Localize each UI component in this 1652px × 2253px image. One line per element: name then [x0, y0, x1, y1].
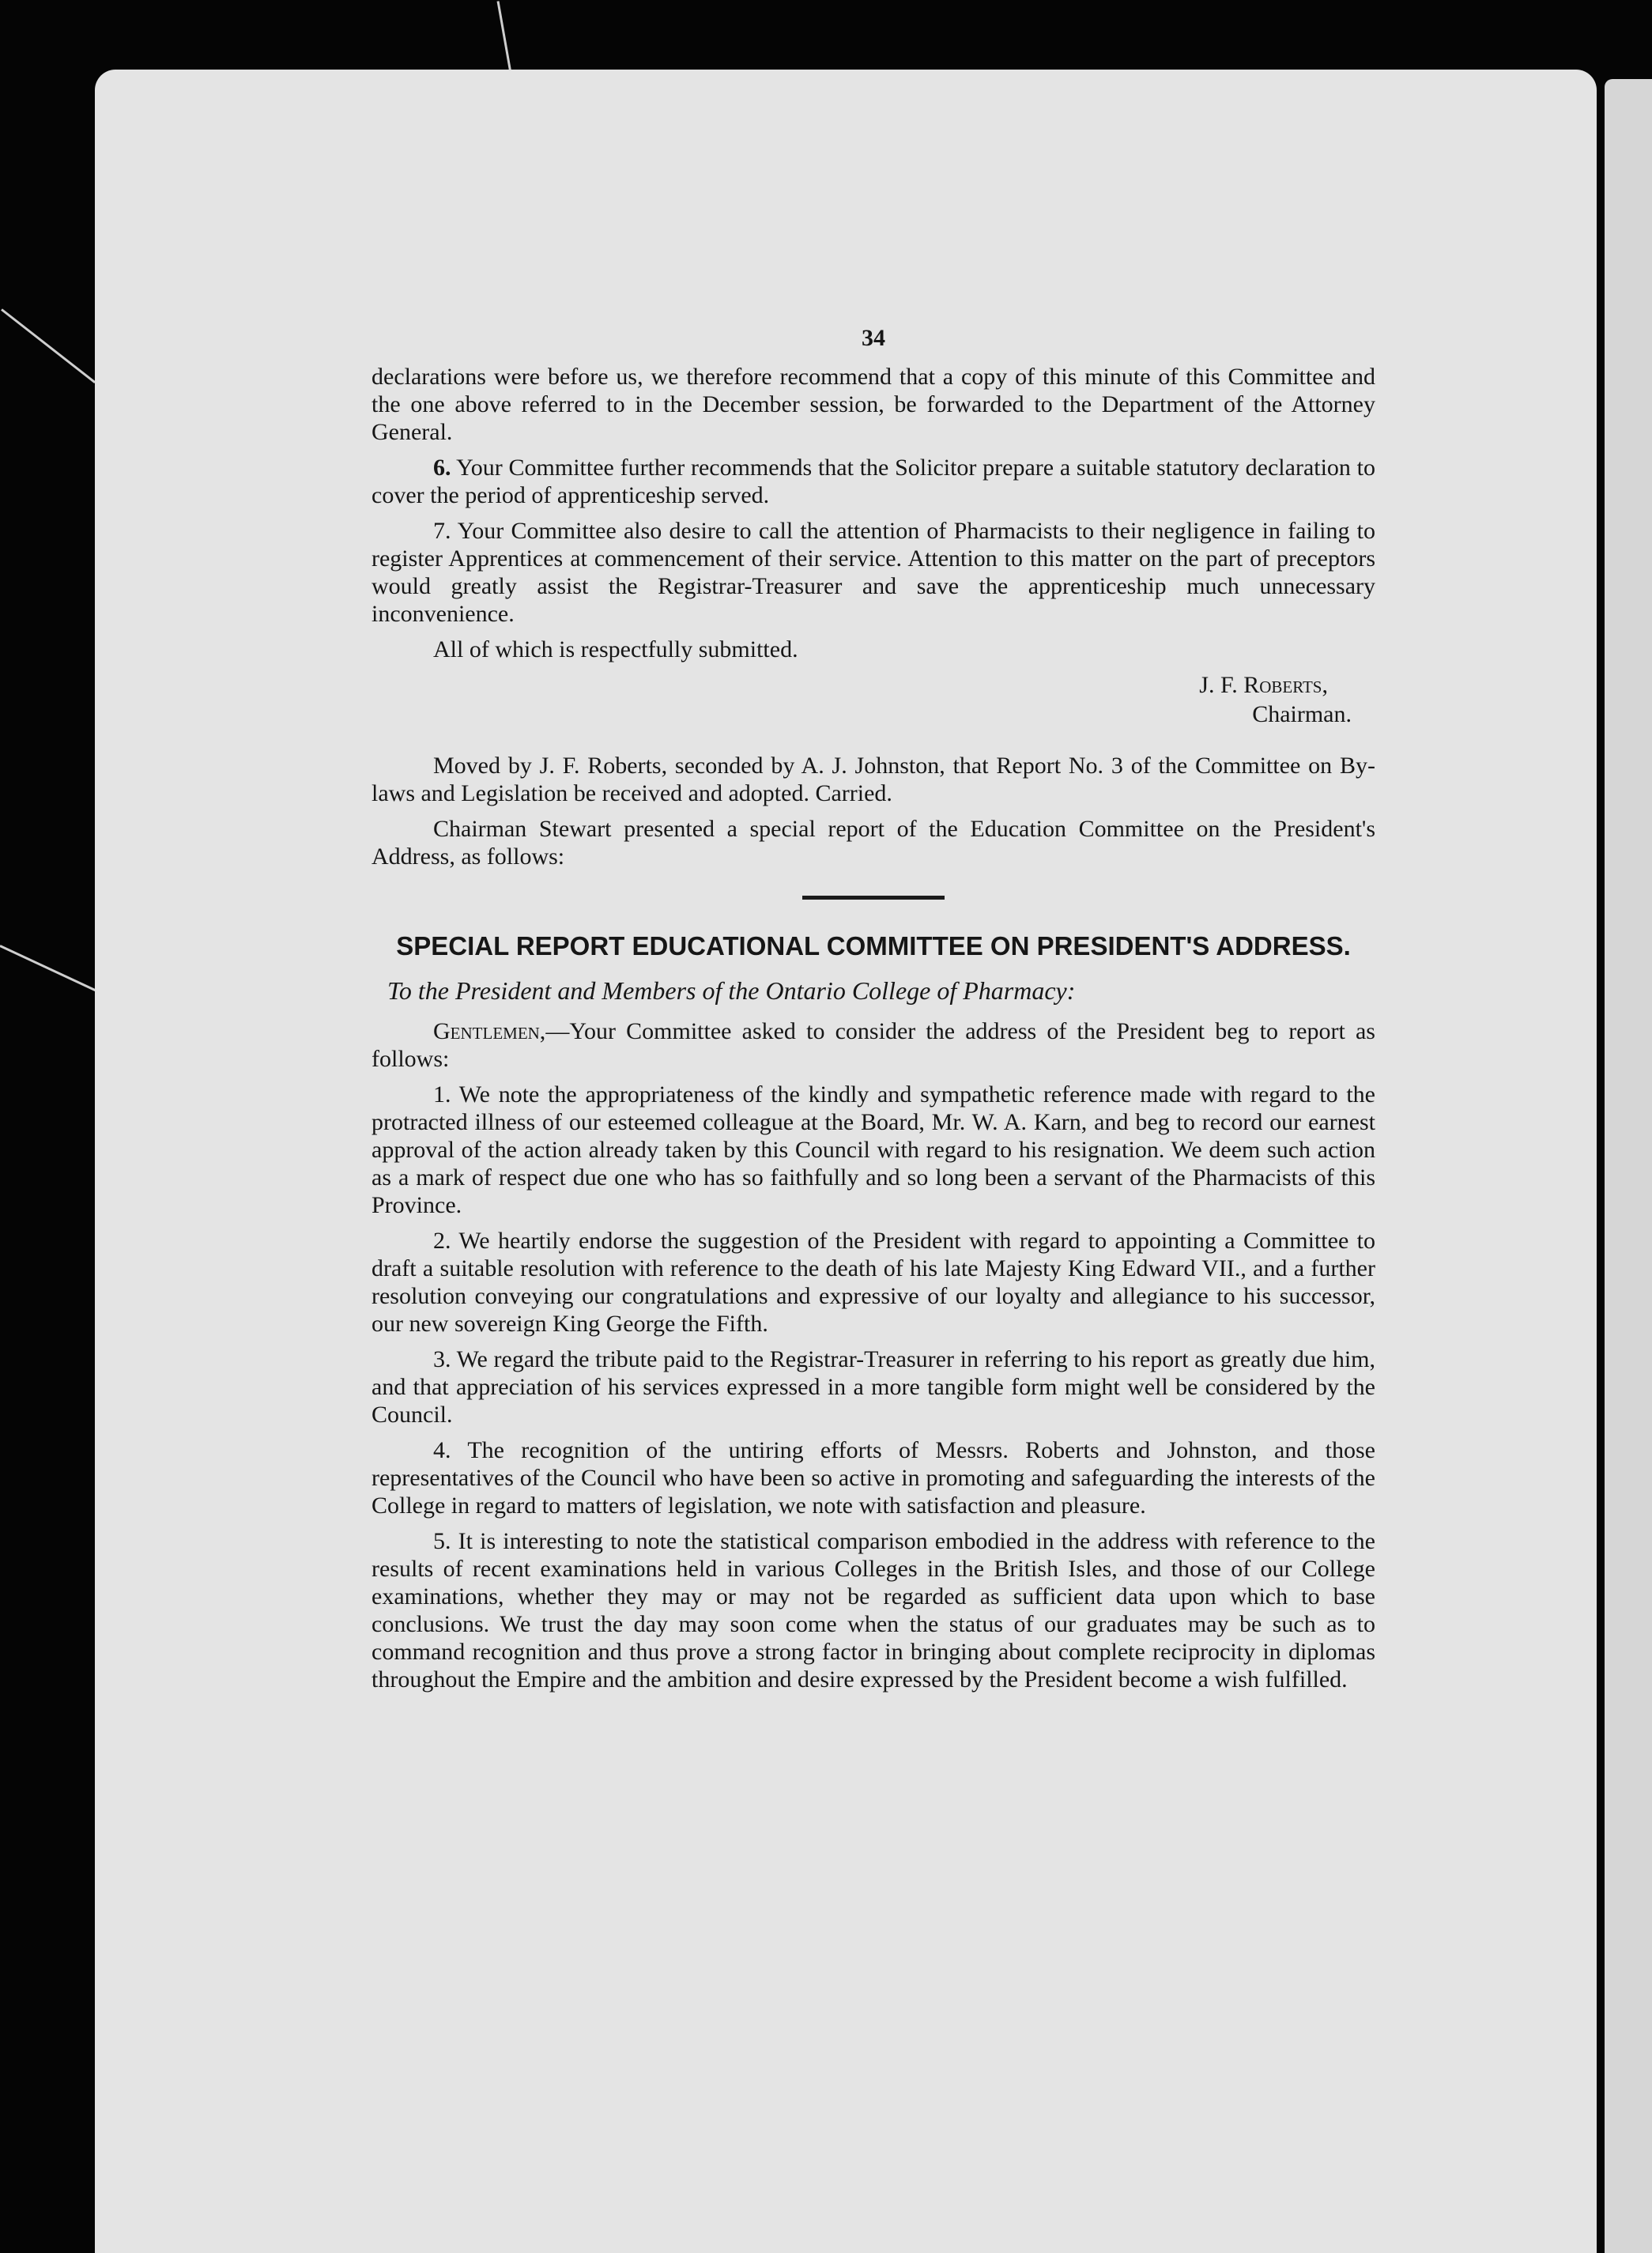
item-text: Your Committee further recommends that the Solicitor prepare a suitable statutory declaration to cover the period of apprenticeship served. — [372, 455, 1376, 508]
item-number: 2. — [433, 1228, 451, 1254]
item-number: 5. — [433, 1528, 451, 1554]
report-item — [372, 1436, 1375, 1519]
paragraph-item-6 — [372, 454, 1375, 509]
page-content — [372, 324, 1375, 1701]
film-scratch — [0, 945, 101, 994]
item-text: It is interesting to note the statistical comparison embodied in the address with reference to the results of recent examinations held in various Colleges in the British Isles, and those of our College examinations, whether they may or may not be regarded as sufficient data upon which to base conclusions. We trust the day may soon come when the status of our graduates may be such as to command recognition and thus prove a strong factor in bringing about complete reciprocity in diplomas throughout the Empire and the ambition and desire expressed by the President become a wish fulfilled. — [372, 1528, 1375, 1693]
item-text: We note the appropriateness of the kindly and sympathetic reference made with regard to the protracted illness of our esteemed colleague at the Board, Mr. W. A. Karn, and beg to record our earnest approval of the action already taken by this Council with regard to his resignation. We deem such action as a mark of respect due one who has so faithfully and so long been a servant of the Pharmacists of this Province. — [372, 1081, 1375, 1218]
item-number: 1. — [433, 1081, 451, 1108]
motion-paragraph: Moved by J. F. Roberts, seconded by A. J. Johnston, that Report No. 3 of the Committee on By-laws and Legislation be received and adopted. Carried. — [372, 753, 1375, 806]
gentlemen-text: —Your Committee asked to consider the address of the President beg to report as follows: — [372, 1018, 1375, 1072]
film-scratch — [1, 308, 96, 383]
paragraph-item-7 — [372, 517, 1375, 628]
page-number: 34 — [862, 325, 885, 351]
signature-title: Chairman. — [1252, 701, 1352, 727]
presentation-paragraph: Chairman Stewart presented a special report of the Education Committee on the President's Address, as follows: — [372, 816, 1375, 870]
report-item — [372, 1527, 1375, 1693]
report-item — [372, 1227, 1375, 1338]
signature-name: J. F. Roberts, — [1199, 672, 1328, 698]
report-item — [372, 1345, 1375, 1428]
item-number: 7. — [433, 518, 451, 544]
gentlemen-lead: Gentlemen, — [433, 1018, 546, 1044]
gentlemen-paragraph — [372, 1017, 1375, 1073]
adjacent-page-edge — [1605, 79, 1652, 2253]
item-number: 4. — [433, 1437, 451, 1463]
section-divider — [802, 896, 945, 900]
submission-line: All of which is respectfully submitted. — [433, 636, 798, 662]
film-scratch — [497, 1, 512, 71]
salutation: To the President and Members of the Ontario College of Pharmacy: — [387, 976, 1076, 1005]
item-text: We heartily endorse the suggestion of the President with regard to appointing a Committee to draft a suitable resolution with reference to the death of his late Majesty King Edward VII., and a further resolution conveying our congratulations and expressive of our loyalty and allegiance to his successor, our new sovereign King George the Fifth. — [372, 1228, 1375, 1337]
section-heading: SPECIAL REPORT EDUCATIONAL COMMITTEE ON PRESIDENT'S ADDRESS. — [396, 931, 1351, 960]
item-number: 6. — [433, 455, 451, 481]
item-text: Your Committee also desire to call the attention of Pharmacists to their negligence in failing to register Apprentices at commencement of their service. Attention to this matter on the part of preceptors would greatly assist the Registrar-Treasurer and save the apprenticeship much unnecessary inconvenience. — [372, 518, 1375, 627]
paragraph-continued: declarations were before us, we therefore recommend that a copy of this minute of this Committee and the one above referred to in the December session, be forwarded to the Department of the Attorney General. — [372, 364, 1375, 445]
item-text: The recognition of the untiring efforts of Messrs. Roberts and Johnston, and those representatives of the Council who have been so active in promoting and safeguarding the interests of the College in regard to matters of legislation, we note with satisfaction and pleasure. — [372, 1437, 1375, 1519]
item-number: 3. — [433, 1346, 451, 1372]
report-item — [372, 1081, 1375, 1219]
item-text: We regard the tribute paid to the Registrar-Treasurer in referring to his report as greatly due him, and that appreciation of his services expressed in a more tangible form might well be considered by the Council. — [372, 1346, 1375, 1428]
